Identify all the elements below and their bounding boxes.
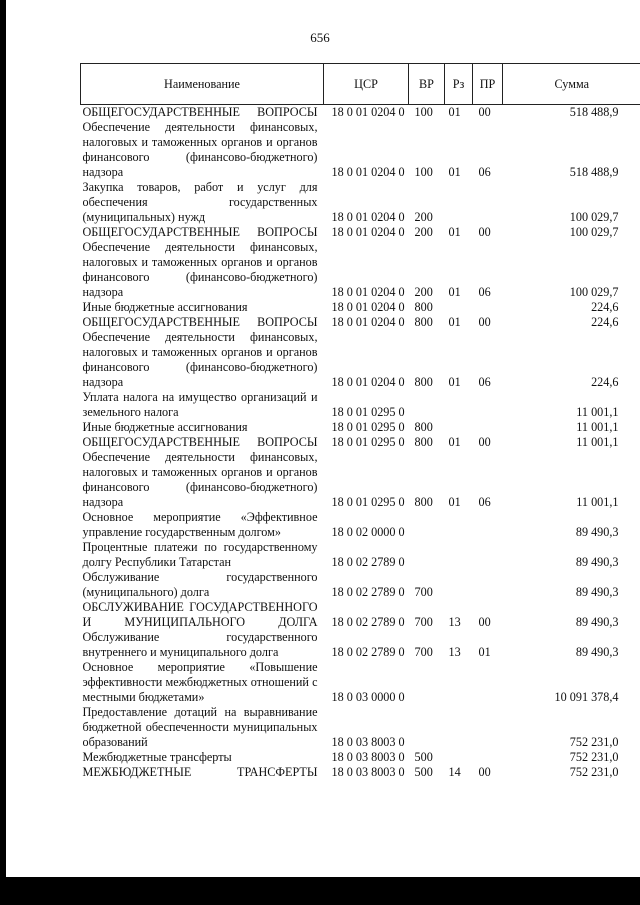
table-row <box>81 240 640 300</box>
cell-vr <box>409 705 445 750</box>
cell-pr: 06 <box>478 165 491 179</box>
cell-rz: 13 <box>448 645 461 659</box>
cell-csr: 18 0 01 0204 0 <box>331 165 405 179</box>
cell-name: Обеспечение деятельности финансовых, налоговых и таможенных органов и органов финансового (финансово-бюджетного) надзора <box>82 240 318 299</box>
cell-name: Межбюджетные трансферты <box>82 750 232 764</box>
cell-name: Иные бюджетные ассигнования <box>82 420 248 434</box>
cell-pr: 00 <box>478 105 491 119</box>
cell-rz <box>445 390 473 420</box>
cell-csr: 18 0 02 0000 0 <box>331 525 405 539</box>
cell-sum: 11 001,1 <box>576 495 619 509</box>
cell-vr: 800 <box>414 420 433 434</box>
cell-sum: 518 488,9 <box>569 105 619 119</box>
cell-vr: 800 <box>414 495 433 509</box>
cell-vr: 800 <box>414 300 433 314</box>
cell-rz: 13 <box>448 615 461 629</box>
cell-sum: 100 029,7 <box>569 285 619 299</box>
cell-rz: 01 <box>448 285 461 299</box>
cell-rz: 01 <box>448 105 461 119</box>
cell-name: Закупка товаров, работ и услуг для обеспечения государственных (муниципальных) нужд <box>82 180 318 224</box>
table-row <box>81 435 640 450</box>
table-row <box>81 600 640 630</box>
cell-name: Основное мероприятие «Эффективное управление государственным долгом» <box>82 510 318 539</box>
header-sum: Сумма <box>503 64 640 105</box>
cell-csr: 18 0 03 8003 0 <box>331 750 405 764</box>
cell-vr: 200 <box>414 210 433 224</box>
cell-vr: 800 <box>414 315 433 329</box>
cell-rz <box>445 300 473 315</box>
cell-name: Обслуживание государственного внутреннего и муниципального долга <box>82 630 318 659</box>
cell-sum: 11 001,1 <box>576 420 619 434</box>
cell-vr: 700 <box>414 585 433 599</box>
cell-name: ОБЩЕГОСУДАРСТВЕННЫЕ ВОПРОСЫ <box>82 315 318 329</box>
cell-sum: 752 231,0 <box>569 765 619 779</box>
cell-sum: 100 029,7 <box>569 210 619 224</box>
cell-csr: 18 0 01 0204 0 <box>331 315 405 329</box>
cell-pr: 00 <box>478 615 491 629</box>
cell-pr <box>473 750 503 765</box>
cell-name: ОБСЛУЖИВАНИЕ ГОСУДАРСТВЕННОГО И МУНИЦИПАЛЬНОГО ДОЛГА <box>82 600 318 629</box>
table-row <box>81 570 640 600</box>
cell-name: МЕЖБЮДЖЕТНЫЕ ТРАНСФЕРТЫ <box>82 765 318 779</box>
scan-frame-left <box>0 0 6 905</box>
table-row <box>81 630 640 660</box>
cell-sum: 89 490,3 <box>575 585 619 599</box>
cell-rz: 01 <box>448 375 461 389</box>
cell-csr: 18 0 01 0204 0 <box>331 375 405 389</box>
cell-rz <box>445 180 473 225</box>
cell-csr: 18 0 02 2789 0 <box>331 585 405 599</box>
cell-pr <box>473 300 503 315</box>
cell-pr: 01 <box>478 645 491 659</box>
scan-frame-bottom <box>0 877 640 905</box>
cell-csr: 18 0 03 8003 0 <box>331 735 405 749</box>
cell-csr: 18 0 01 0204 0 <box>331 285 405 299</box>
cell-csr: 18 0 02 2789 0 <box>331 615 405 629</box>
cell-rz: 01 <box>448 315 461 329</box>
cell-sum: 224,6 <box>591 375 619 389</box>
cell-csr: 18 0 01 0204 0 <box>331 300 405 314</box>
cell-name: Иные бюджетные ассигнования <box>82 300 248 314</box>
cell-sum: 224,6 <box>591 315 619 329</box>
cell-name: ОБЩЕГОСУДАРСТВЕННЫЕ ВОПРОСЫ <box>82 435 318 449</box>
table-row <box>81 390 640 420</box>
cell-csr: 18 0 01 0204 0 <box>331 105 405 119</box>
header-vr: ВР <box>409 64 445 105</box>
table-row <box>81 330 640 390</box>
cell-pr: 00 <box>478 225 491 239</box>
table-row <box>81 705 640 750</box>
cell-name: Обеспечение деятельности финансовых, налоговых и таможенных органов и органов финансового (финансово-бюджетного) надзора <box>82 450 318 509</box>
table-row <box>81 420 640 435</box>
cell-pr: 00 <box>478 765 491 779</box>
cell-csr: 18 0 03 8003 0 <box>331 765 405 779</box>
cell-rz <box>445 540 473 570</box>
cell-name: ОБЩЕГОСУДАРСТВЕННЫЕ ВОПРОСЫ <box>82 225 318 239</box>
cell-vr <box>409 540 445 570</box>
cell-vr: 800 <box>414 375 433 389</box>
table-row <box>81 765 640 780</box>
cell-vr: 100 <box>414 165 433 179</box>
cell-pr <box>473 705 503 750</box>
cell-pr: 00 <box>478 315 491 329</box>
cell-sum: 11 001,1 <box>576 405 619 419</box>
cell-rz: 01 <box>448 435 461 449</box>
cell-sum: 89 490,3 <box>575 525 619 539</box>
cell-rz <box>445 660 473 705</box>
cell-rz: 01 <box>448 495 461 509</box>
cell-name: Обеспечение деятельности финансовых, налоговых и таможенных органов и органов финансового (финансово-бюджетного) надзора <box>82 120 318 179</box>
cell-sum: 89 490,3 <box>575 645 619 659</box>
cell-pr <box>473 660 503 705</box>
table-row <box>81 300 640 315</box>
cell-csr: 18 0 03 0000 0 <box>331 690 405 704</box>
cell-pr <box>473 390 503 420</box>
table-row <box>81 540 640 570</box>
cell-csr: 18 0 01 0204 0 <box>331 210 405 224</box>
cell-pr <box>473 540 503 570</box>
cell-rz <box>445 420 473 435</box>
cell-vr: 100 <box>414 105 433 119</box>
cell-csr: 18 0 01 0295 0 <box>331 405 405 419</box>
cell-rz <box>445 705 473 750</box>
cell-vr: 800 <box>414 435 433 449</box>
cell-rz <box>445 570 473 600</box>
table-row <box>81 450 640 510</box>
cell-sum: 752 231,0 <box>569 750 619 764</box>
table-row <box>81 750 640 765</box>
cell-vr: 700 <box>414 615 433 629</box>
header-csr: ЦСР <box>324 64 409 105</box>
cell-rz <box>445 510 473 540</box>
cell-vr: 500 <box>414 750 433 764</box>
table-row <box>81 510 640 540</box>
cell-pr: 06 <box>478 495 491 509</box>
table-row <box>81 225 640 240</box>
cell-csr: 18 0 01 0295 0 <box>331 495 405 509</box>
budget-table <box>80 63 640 780</box>
table-header-row <box>81 64 640 105</box>
table-body <box>81 105 640 781</box>
cell-csr: 18 0 01 0295 0 <box>331 420 405 434</box>
page-number: 656 <box>310 30 330 45</box>
cell-rz: 01 <box>448 165 461 179</box>
cell-sum: 11 001,1 <box>576 435 619 449</box>
cell-name: ОБЩЕГОСУДАРСТВЕННЫЕ ВОПРОСЫ <box>82 105 318 119</box>
cell-name: Обслуживание государственного (муниципального) долга <box>82 570 318 599</box>
cell-vr: 200 <box>414 285 433 299</box>
cell-sum: 89 490,3 <box>575 615 619 629</box>
cell-pr <box>473 570 503 600</box>
cell-vr: 500 <box>414 765 433 779</box>
cell-rz: 01 <box>448 225 461 239</box>
cell-vr <box>409 510 445 540</box>
cell-csr: 18 0 02 2789 0 <box>331 645 405 659</box>
cell-sum: 224,6 <box>591 300 619 314</box>
header-pr: ПР <box>473 64 503 105</box>
cell-pr: 06 <box>478 375 491 389</box>
table-row <box>81 180 640 225</box>
cell-pr: 06 <box>478 285 491 299</box>
table-row <box>81 105 640 121</box>
cell-csr: 18 0 02 2789 0 <box>331 555 405 569</box>
table-row <box>81 120 640 180</box>
cell-sum: 100 029,7 <box>569 225 619 239</box>
header-name: Наименование <box>81 64 324 105</box>
header-rz: Рз <box>445 64 473 105</box>
cell-vr <box>409 660 445 705</box>
cell-name: Предоставление дотаций на выравнивание бюджетной обеспеченности муниципальных образований <box>82 705 318 749</box>
cell-vr: 200 <box>414 225 433 239</box>
cell-sum: 10 091 378,4 <box>554 690 619 704</box>
cell-vr <box>409 390 445 420</box>
cell-name: Процентные платежи по государственному долгу Республики Татарстан <box>82 540 318 569</box>
cell-rz: 14 <box>448 765 461 779</box>
cell-pr <box>473 420 503 435</box>
cell-name: Уплата налога на имущество организаций и земельного налога <box>82 390 318 419</box>
cell-sum: 89 490,3 <box>575 555 619 569</box>
cell-sum: 752 231,0 <box>569 735 619 749</box>
table-row <box>81 660 640 705</box>
cell-vr: 700 <box>414 645 433 659</box>
cell-name: Основное мероприятие «Повышение эффективности межбюджетных отношений с местными бюджетами» <box>82 660 318 704</box>
cell-csr: 18 0 01 0204 0 <box>331 225 405 239</box>
cell-csr: 18 0 01 0295 0 <box>331 435 405 449</box>
cell-sum: 518 488,9 <box>569 165 619 179</box>
cell-rz <box>445 750 473 765</box>
cell-name: Обеспечение деятельности финансовых, налоговых и таможенных органов и органов финансового (финансово-бюджетного) надзора <box>82 330 318 389</box>
cell-pr: 00 <box>478 435 491 449</box>
cell-pr <box>473 180 503 225</box>
cell-pr <box>473 510 503 540</box>
table-row <box>81 315 640 330</box>
